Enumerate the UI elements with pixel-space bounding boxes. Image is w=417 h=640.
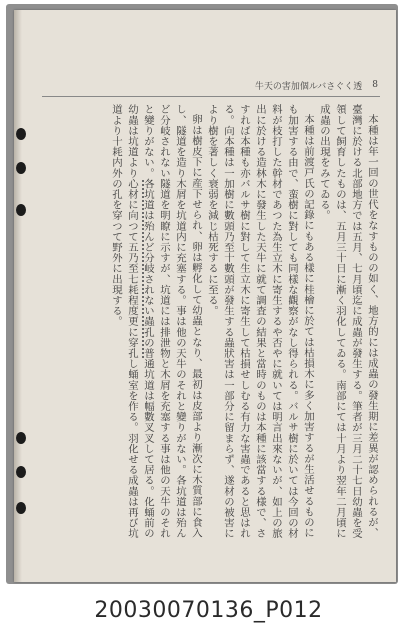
running-header [70,78,378,92]
binding-hole [16,128,26,140]
header-rule [42,96,380,97]
body-paragraph: 卵は樹皮下に産下せられ、卵は孵化して幼蟲となり、最初は皮部より漸次に木質部に食入し、隧道を造り木屑を坑道内に充塞する。事は他の天牛のそれと變りがない。各坑道は殆んど分岐されない隧道を明瞭に示すが、坑道には排泄物と木屑を充塞する事は他の天牛のそれと變りがない。各坑道は殆んど分岐されない蟲孔の普通坑道は幅數叉叉して居る。化蛹前の幼蟲は坑道より心材に向つて五乃至七耗程度更に穿孔し蛹室を作る。羽化せる成蟲は再び坑道より十耗内外の孔を穿つて野外に出現する。 [110,104,202,539]
body-paragraph: 本種は前渡戸氏の記錄にもある樣に桂檜に於ては枯損木に多く加害するが生活せるものにも加害する由で、蛮樹に對しても同樣な觀察がなし得られる。バルサ樹に於いては今回の材料が枝打した幹材であつた為生立木に寄生するや否やに就いては明言出來ないが、如上の旅出に於ける造林木に發生した天牛に就て調査の結果と當時のものは本種に該當する様で、さすれば本種も亦バルサ樹に對して生立木に寄生して枯損せしむる有力な害蟲であると思はれる。向本種は一加樹に數頭乃至十數頭が發生する蟲狀害は一部分に留まらず、遂材の被害により樹を著しく衰弱を減じ枯死するに至る。 [206,104,314,539]
running-title: 牛天の害加個ルバさぐく透 [254,81,363,92]
body-paragraph: 本種は年一回の世代をなすものの如く、地方的には成蟲の發生期に差異が認められるが、臺灣に於ける北部地方では五月、七月頃迄に成蟲が發生する。筆者が三月二十七日幼蟲を受領して飼育したものは、五月三十日に漸く羽化してゐる。南部にては十月より翌年二月頃に成蟲の出現をみてゐる。 [318,104,378,539]
binding-hole [16,162,26,174]
binding-hole [16,502,26,514]
image-caption: 20030070136_P012 [94,598,323,623]
body-text [42,104,380,544]
document-page [14,10,396,582]
page-left-edge [14,10,22,582]
page-number: 8 [372,80,378,90]
binding-hole [16,466,26,478]
binding-hole [16,204,26,216]
binding-hole [16,432,26,444]
